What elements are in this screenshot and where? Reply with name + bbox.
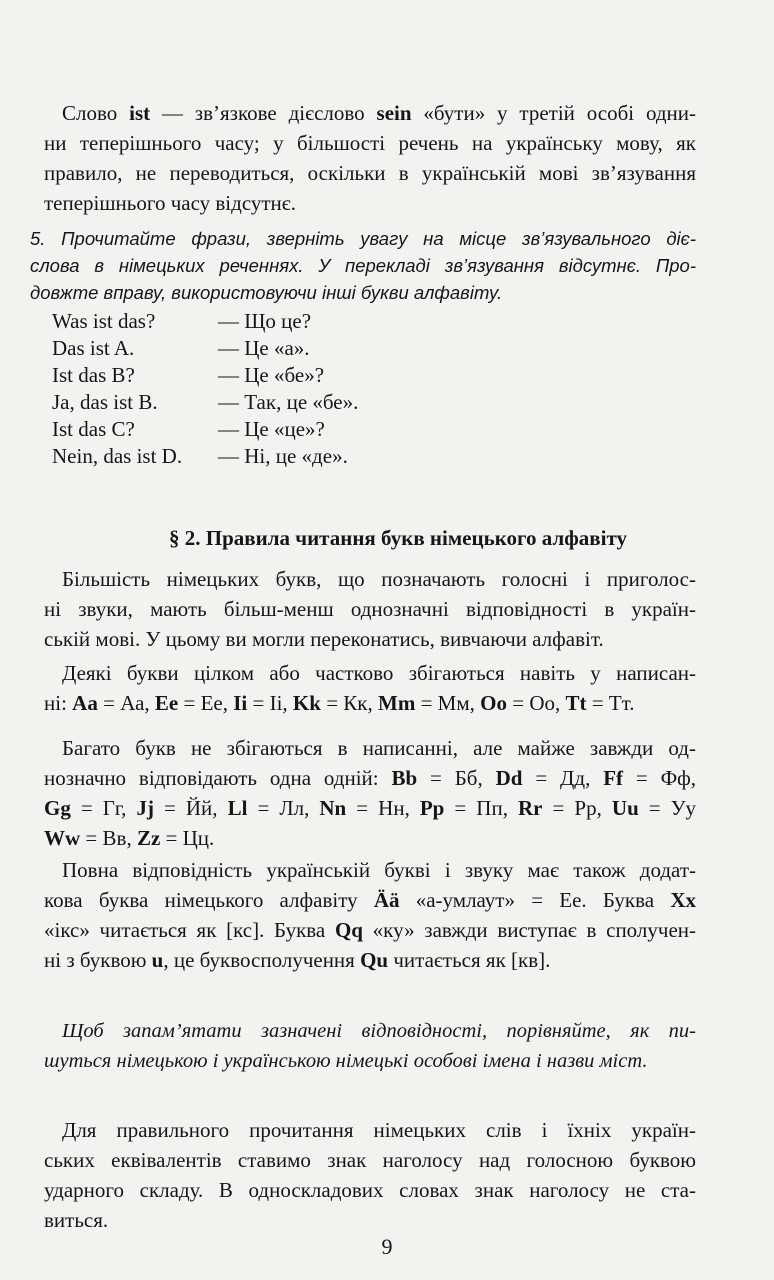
ukrainian-translation: — Це «а». [218,336,310,360]
german-phrase: Was ist das? [52,309,156,333]
german-phrase: Das ist A. [52,336,135,360]
term-ist: ist [129,101,151,125]
ukrainian-letter: Йй [185,796,213,820]
text-run: , це буквосполучення [163,948,361,972]
text-line: довжте вправу, використовуючи інші букви алфавіту. [30,282,503,303]
german-phrase: Ist das B? [52,363,135,387]
german-phrase: Ist das C? [52,417,135,441]
exercise-5-dialog [52,308,358,470]
german-letter: Mm [378,691,416,715]
german-letter: Ee [154,691,179,715]
text-line: Деякі букви цілком або частково збігаються навіть у написан- [62,661,696,685]
ukrainian-translation: — Ні, це «де». [218,444,348,468]
text-line: 5. Прочитайте фрази, зверніть увагу на місце зв’язувального діє- [30,228,696,249]
german-letter: Ww [44,826,81,850]
ukrainian-letter: Оо [529,691,555,715]
german-letter: Tt [565,691,587,715]
italic-note [44,1016,696,1076]
text-line: ні звуки, мають більш-менш однозначні відповідності в україн- [44,597,696,621]
text-line: теперішнього часу відсутнє. [44,191,297,215]
paragraph-same-letters [44,658,696,718]
text-line: виться. [44,1208,109,1232]
ukrainian-translation: — Так, це «бе». [218,390,359,414]
german-letter: Gg [44,796,71,820]
text-run: «ку» завжди виступає в сполучен- [362,918,697,942]
exercise-5-instruction [30,225,696,306]
dialog-row [52,335,358,362]
ukrainian-letter: Нн [378,796,405,820]
ukrainian-letter: Гг [102,796,122,820]
german-letter: Ii [233,691,248,715]
ukrainian-letter: Дд [560,766,586,790]
paragraph-most-letters [44,564,696,654]
ukrainian-translation: — Це «це»? [218,417,325,441]
dialog-row [52,443,358,470]
text-run: «а-умлаут» = Ее. Буква [399,888,671,912]
letter-combination-qu: Qu [360,948,389,972]
text-run: — зв’язкове дієслово [150,101,377,125]
text-line: шуться німецькою і українською німецькі особові імена і назви міст. [44,1050,648,1072]
ukrainian-letter: Аа [120,691,145,715]
ukrainian-letter: Бб [454,766,478,790]
section-heading: § 2. Правила читання букв німецького алфавіту [168,526,627,550]
ukrainian-letter: Рр [574,796,597,820]
letter-u: u [151,948,164,972]
dialog-row [52,362,358,389]
text-run: «ікс» читається як [кс]. Буква [44,918,335,942]
paragraph-corresponding-letters [44,733,696,853]
paragraph-sein [44,98,696,218]
ukrainian-letter: Лл [279,796,305,820]
dialog-row [52,416,358,443]
german-phrase: Nein, das ist D. [52,444,183,468]
ukrainian-letter: Цц [182,826,210,850]
ukrainian-letter: Кк [343,691,368,715]
german-phrase: Ja, das ist B. [52,390,158,414]
german-letter: Ff [603,766,624,790]
text-line: Багато букв не збігаються в написанні, але майже завжди од- [62,736,696,760]
german-letter: Ll [227,796,248,820]
text-line: правило, не переводиться, оскільки в українській мові зв’язування [44,161,696,185]
german-letter: Bb [391,766,418,790]
text-line: нозначно відповідають одна одній: Bb = Бб, Dd = Дд, Ff = Фф, [44,766,697,790]
text-line [44,98,696,128]
text-run: читається як [кв]. [388,948,551,972]
german-letter: Zz [136,826,161,850]
ukrainian-letter: Мм [437,691,470,715]
text-line [44,885,696,915]
german-letter: Nn [319,796,347,820]
ukrainian-letter: Ее [200,691,223,715]
text-line: слова в німецьких реченнях. У перекладі зв’язування відсутнє. Про- [30,255,696,276]
german-letter: Jj [136,796,154,820]
text-run: кова буква німецького алфавіту [44,888,374,912]
ukrainian-letter: Пп [476,796,503,820]
letter-x: Xx [670,888,696,912]
ukrainian-letter: Іі [269,691,283,715]
ukrainian-letter: Тт [608,691,630,715]
dialog-row [52,389,358,416]
term-sein: sein [376,101,412,125]
dialog-row [52,308,358,335]
text-line: ни теперішнього часу; у більшості речень на українську мову, як [44,131,696,155]
ukrainian-letter: Фф [660,766,691,790]
ukrainian-letter: Вв [102,826,127,850]
letter-q: Qq [334,918,363,942]
german-letter: Kk [292,691,321,715]
text-line: Gg = Гг, Jj = Йй, Ll = Лл, Nn = Нн, Pp = Пп, Rr = Рр, Uu = Уу [44,796,697,820]
page-number: 9 [381,1234,393,1259]
ukrainian-translation: — Це «бе»? [218,363,325,387]
text-line [44,945,696,975]
text-line: ських еквівалентів ставимо знак наголосу над голосною буквою [44,1148,696,1172]
text-line: Повна відповідність українській букві і звуку має також додат- [62,858,696,882]
text-line: Більшість німецьких букв, що позначають голосні і приголос- [62,567,696,591]
paragraph-stress-mark [44,1115,696,1235]
text-run: «бути» у третій особі одни- [411,101,697,125]
text-run: Слово [62,101,130,125]
text-line: ні: Aa = Аа, Ee = Ее, Ii = Іі, Kk = Кк, Mm = Мм, Oo = Оо, Tt = Тт. [44,691,635,715]
german-letter: Dd [495,766,523,790]
ukrainian-letter: Уу [670,796,697,820]
text-line: Ww = Вв, Zz = Цц. [44,826,215,850]
text-line: Для правильного прочитання німецьких слів і їхніх україн- [62,1118,696,1142]
text-line [44,915,696,945]
text-line: Щоб запам’ятати зазначені відповідності, порівняйте, як пи- [62,1020,696,1042]
letter-a-umlaut: Ää [373,888,400,912]
german-letter: Oo [480,691,507,715]
german-letter: Aa [72,691,98,715]
text-line: ській мові. У цьому ви могли переконатись, вивчаючи алфавіт. [44,627,604,651]
paragraph-full-correspondence [44,855,696,975]
ukrainian-translation: — Що це? [218,309,312,333]
german-letter: Rr [518,796,543,820]
text-run: ні з буквою [44,948,152,972]
text-line: ударного складу. В односкладових словах знак наголосу не ста- [44,1178,696,1202]
german-letter: Uu [611,796,639,820]
german-letter: Pp [419,796,445,820]
